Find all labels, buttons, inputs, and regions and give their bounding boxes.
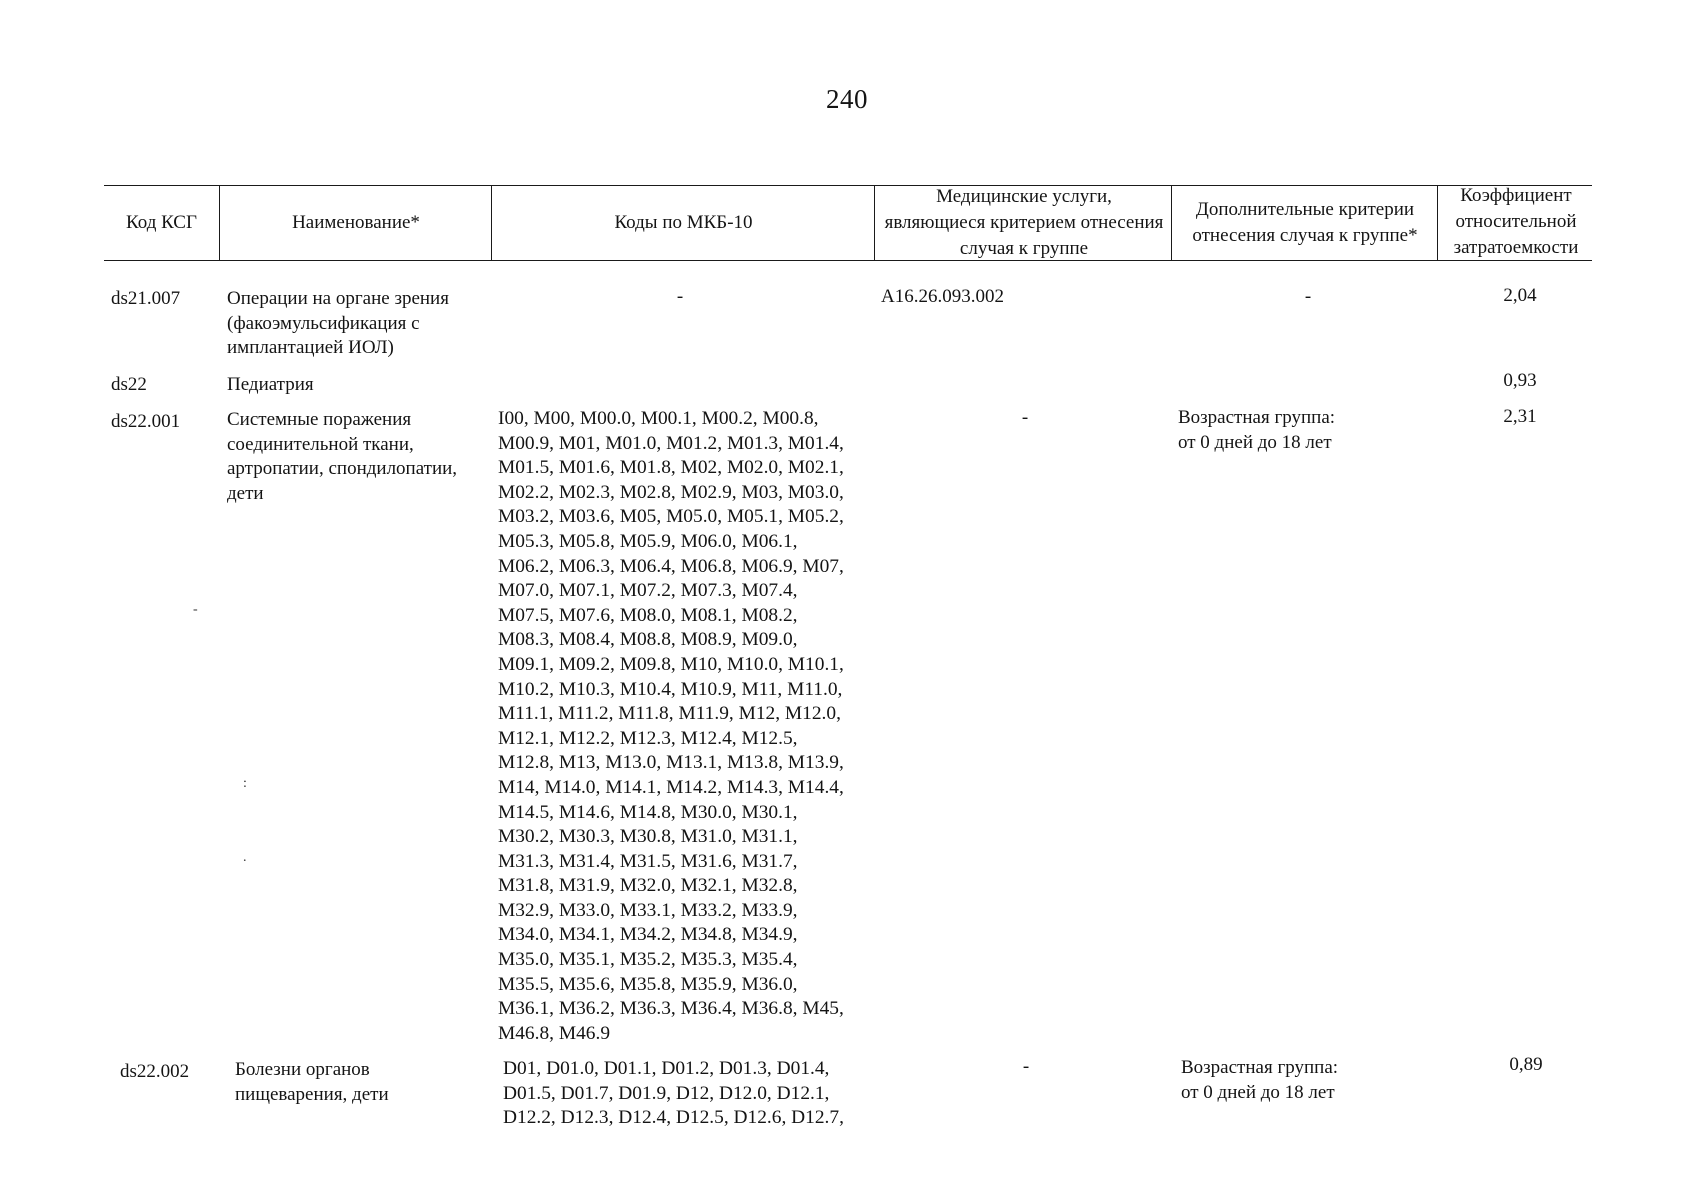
- cell-coef: 0,93: [1503, 370, 1537, 391]
- cell-coef: 2,31: [1503, 406, 1537, 427]
- column-divider: [219, 185, 220, 261]
- cell-icd: -: [676, 286, 684, 307]
- cell-name: Операции на органе зрения (факоэмульсификация с имплантацией ИОЛ): [227, 288, 449, 359]
- column-divider: [874, 185, 875, 261]
- header-icd: Коды по МКБ-10: [614, 212, 753, 233]
- column-divider: [491, 185, 492, 261]
- scan-speck: .: [243, 850, 247, 865]
- column-divider: [1437, 185, 1438, 261]
- cell-services: A16.26.093.002: [881, 286, 1004, 307]
- header-coef: Коэффициент относительной затратоемкости: [1453, 185, 1579, 258]
- cell-code: ds22: [111, 374, 147, 395]
- cell-code: ds22.002: [120, 1061, 190, 1082]
- header-criteria: Дополнительные критерии отнесения случая к группе*: [1192, 199, 1418, 246]
- cell-name: Системные поражения соединительной ткани, артропатии, спондилопатии, дети: [227, 409, 458, 504]
- cell-criteria: Возрастная группа: от 0 дней до 18 лет: [1178, 407, 1336, 453]
- header-name: Наименование*: [292, 212, 420, 233]
- cell-code: ds22.001: [111, 411, 181, 432]
- column-divider: [1171, 185, 1172, 261]
- cell-name: Болезни органов пищеварения, дети: [235, 1059, 389, 1105]
- cell-services: -: [1021, 407, 1029, 428]
- scan-speck: :: [243, 776, 247, 791]
- cell-icd: D01, D01.0, D01.1, D01.2, D01.3, D01.4, D01.5, D01.7, D01.9, D12, D12.0, D12.1, D12.2, D12.3, D12.4, D12.5, D12.6, D12.7,: [503, 1058, 844, 1129]
- cell-coef: 0,89: [1509, 1054, 1543, 1075]
- cell-criteria: Возрастная группа: от 0 дней до 18 лет: [1181, 1057, 1339, 1103]
- cell-coef: 2,04: [1503, 285, 1537, 306]
- cell-criteria: -: [1304, 286, 1312, 307]
- header-code: Код КСГ: [126, 212, 197, 233]
- cell-icd: I00, M00, M00.0, M00.1, M00.2, M00.8, M00.9, M01, M01.0, M01.2, M01.3, M01.4, M01.5, M01.6, M01.8, M02, M02.0, M02.1, M02.2, M02.3, M02.8, M02.9, M03, M03.0, M03.2, M03.6, M05, M05.0, M05.1, M05.2, M05.3, M05.8, M05.9, M06.0, M06.1, M06.2, M06.3, M06.4, M06.8, M06.9, M07, M07.0, M07.1, M07.2, M07.3, M07.4, M07.5, M07.6, M08.0, M08.1, M08.2, M08.3, M08.4, M08.8, M08.9, M09.0, M09.1, M09.2, M09.8, M10, M10.0, M10.1, M10.2, M10.3, M10.4, M10.9, M11, M11.0, M11.1, M11.2, M11.8, M11.9, M12, M12.0, M12.1, M12.2, M12.3, M12.4, M12.5, M12.8, M13, M13.0, M13.1, M13.8, M13.9, M14, M14.0, M14.1, M14.2, M14.3, M14.4, M14.5, M14.6, M14.8, M30.0, M30.1, M30.2, M30.3, M30.8, M31.0, M31.1, M31.3, M31.4, M31.5, M31.6, M31.7, M31.8, M31.9, M32.0, M32.1, M32.8, M32.9, M33.0, M33.1, M33.2, M33.9, M34.0, M34.1, M34.2, M34.8, M34.9, M35.0, M35.1, M35.2, M35.3, M35.4, M35.5, M35.6, M35.8, M35.9, M36.0, M36.1, M36.2, M36.3, M36.4, M36.8, M45, M46.8, M46.9: [498, 408, 844, 1044]
- cell-name: Педиатрия: [227, 374, 314, 395]
- page-number: 240: [826, 84, 868, 114]
- cell-services: -: [1022, 1056, 1030, 1077]
- header-services: Медицинские услуги, являющиеся критерием отнесения случая к группе: [884, 186, 1164, 259]
- table-top-rule: [104, 185, 1592, 186]
- scan-speck: -: [193, 602, 198, 617]
- cell-code: ds21.007: [111, 288, 181, 309]
- header-bottom-rule: [104, 260, 1592, 261]
